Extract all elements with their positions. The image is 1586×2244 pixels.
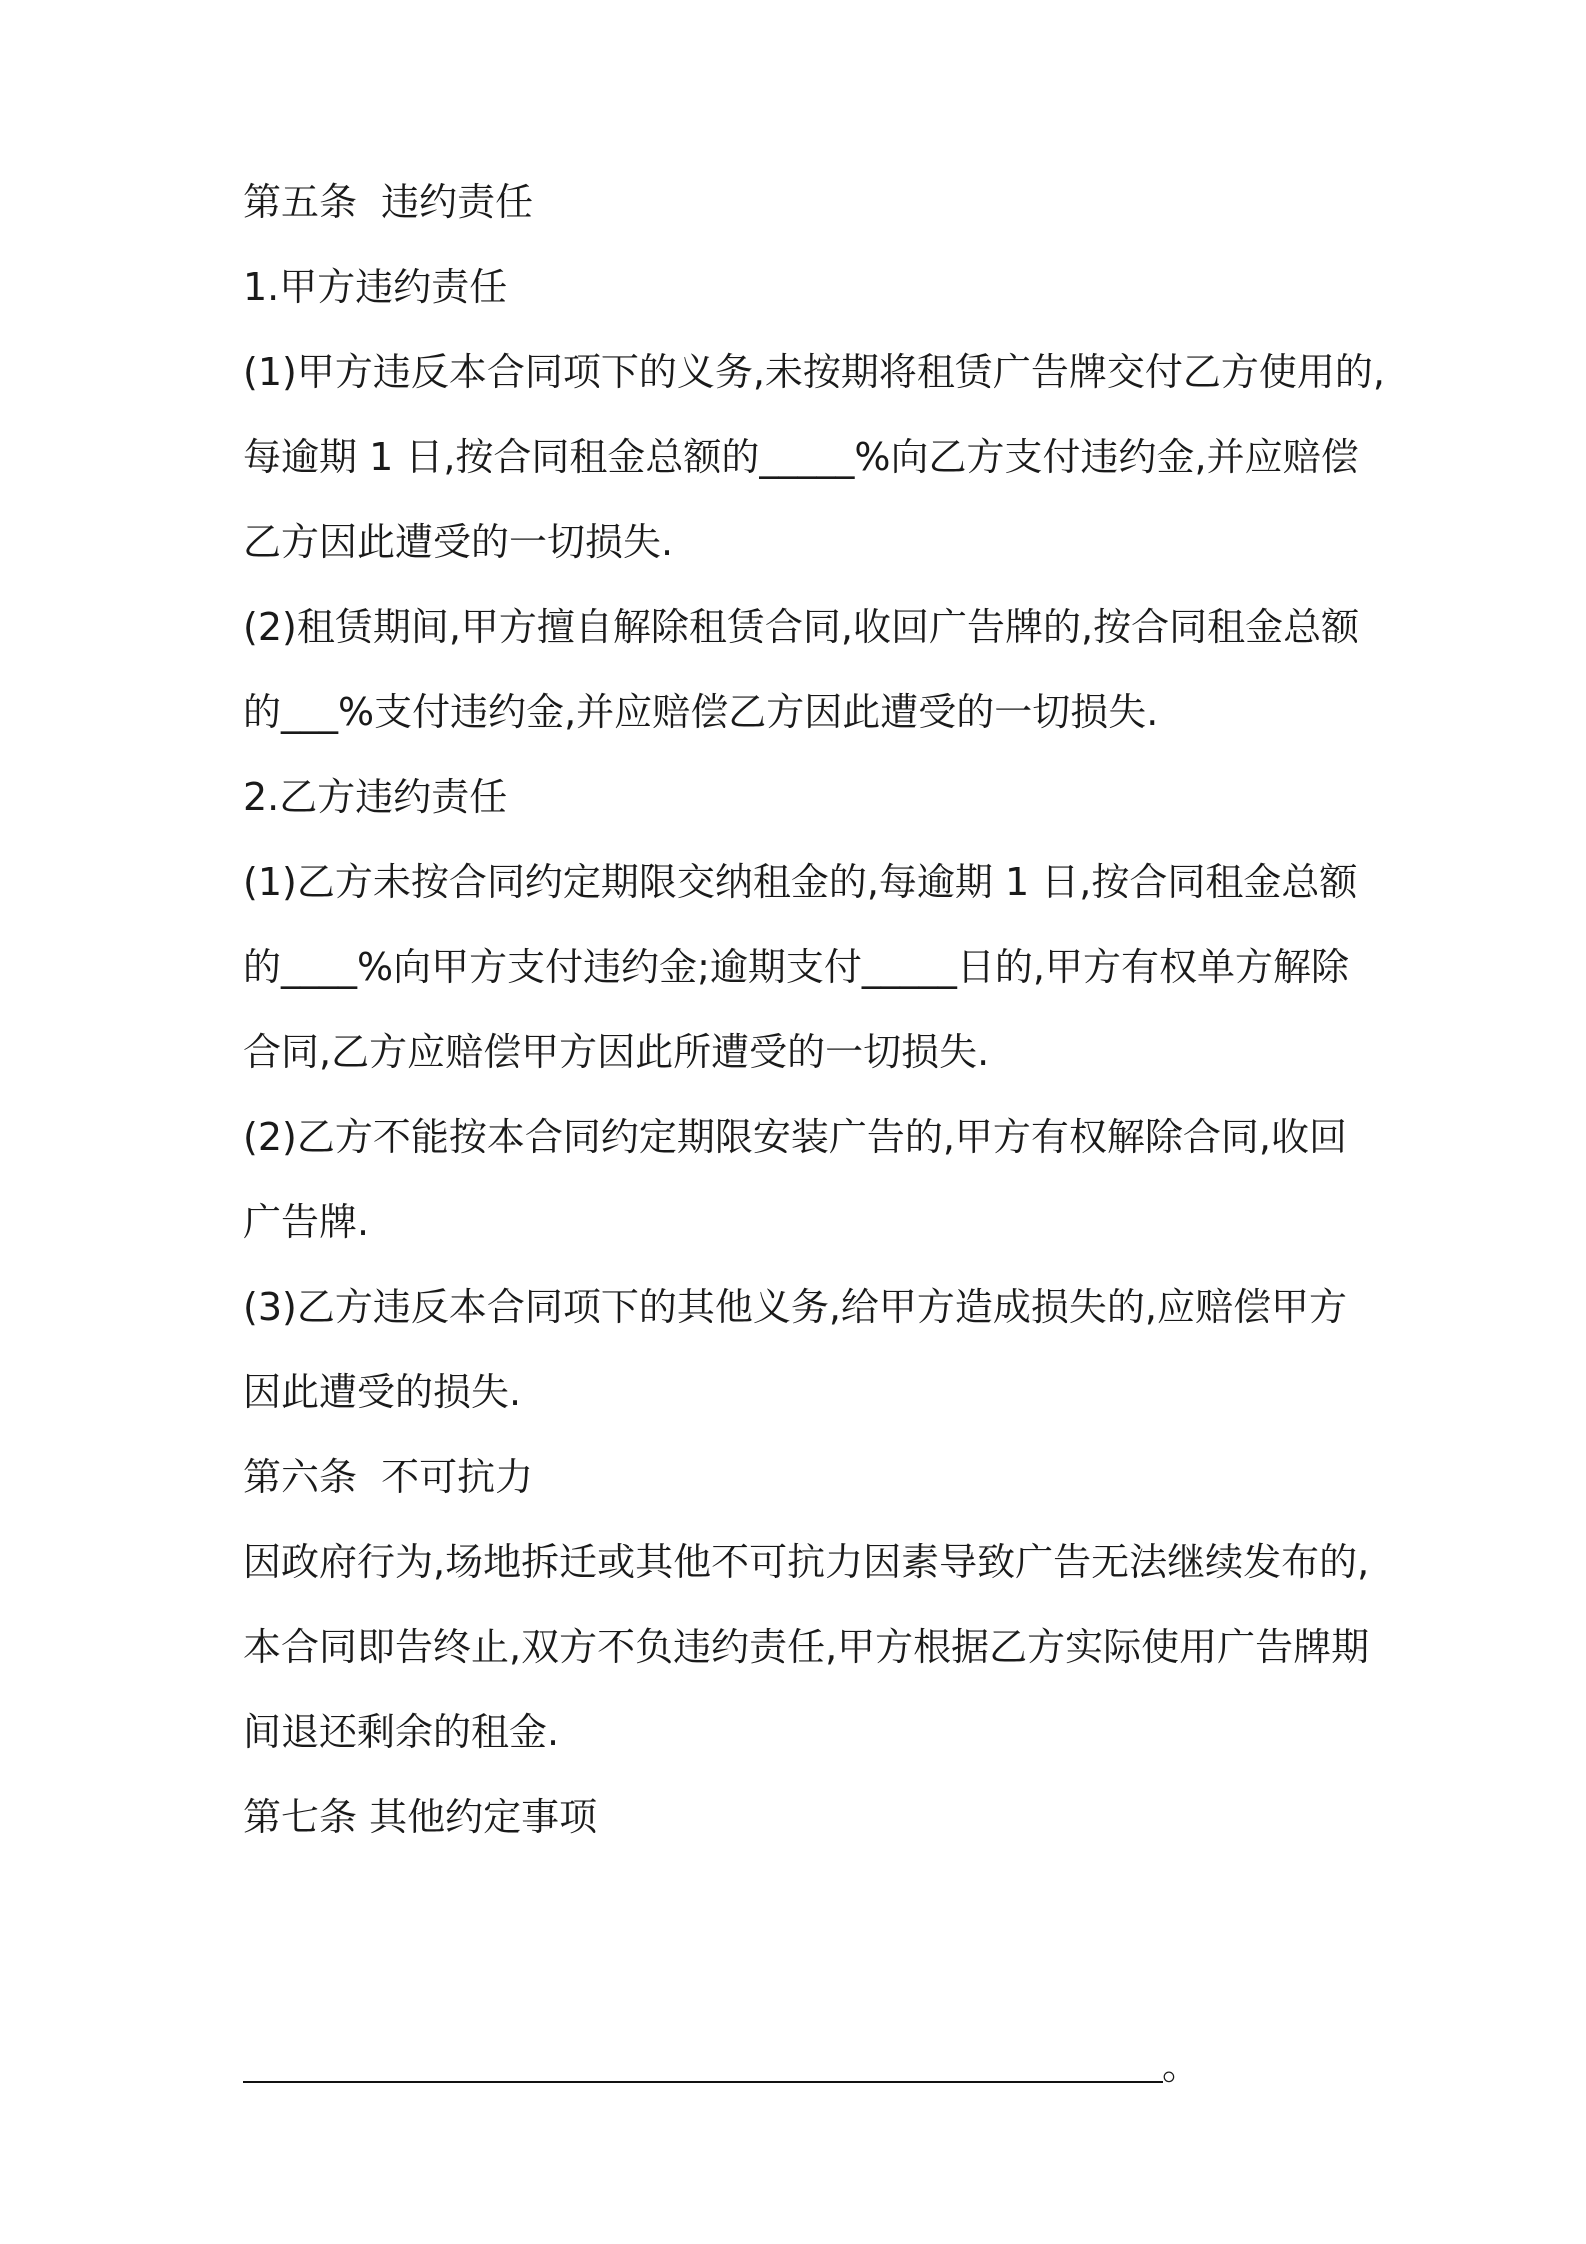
document-body: [243, 160, 1385, 1860]
paragraph-line: (1)乙方未按合同约定期限交纳租金的,每逾期 1 日,按合同租金总额: [243, 860, 1358, 904]
paragraph-line: 的____%向甲方支付违约金;逾期支付_____日的,甲方有权单方解除: [243, 945, 1349, 989]
paragraph-line: 每逾期 1 日,按合同租金总额的_____%向乙方支付违约金,并应赔偿: [243, 435, 1359, 479]
paragraph-line: 因政府行为,场地拆迁或其他不可抗力因素导致广告无法继续发布的,: [243, 1540, 1370, 1584]
subsection-heading-party-b: 2.乙方违约责任: [243, 775, 508, 819]
paragraph-line: 间退还剩余的租金.: [243, 1710, 560, 1754]
paragraph-line: 本合同即告终止,双方不负违约责任,甲方根据乙方实际使用广告牌期: [243, 1625, 1370, 1669]
paragraph-line: (2)租赁期间,甲方擅自解除租赁合同,收回广告牌的,按合同租金总额: [243, 605, 1360, 649]
paragraph-line: 广告牌.: [243, 1200, 370, 1244]
paragraph-line: (2)乙方不能按本合同约定期限安装广告的,甲方有权解除合同,收回: [243, 1115, 1347, 1159]
section-heading-other-matters: 第七条 其他约定事项: [243, 1795, 598, 1839]
section-heading-breach: 第五条 违约责任: [243, 180, 534, 224]
paragraph-line: (3)乙方违反本合同项下的其他义务,给甲方造成损失的,应赔偿甲方: [243, 1285, 1347, 1329]
section-heading-force-majeure: 第六条 不可抗力: [243, 1455, 534, 1499]
subsection-heading-party-a: 1.甲方违约责任: [243, 265, 508, 309]
paragraph-line: 合同,乙方应赔偿甲方因此所遭受的一切损失.: [243, 1030, 990, 1074]
paragraph-line: 乙方因此遭受的一切损失.: [243, 520, 674, 564]
paragraph-line: (1)甲方违反本合同项下的义务,未按期将租赁广告牌交付乙方使用的,: [243, 350, 1385, 394]
paragraph-line: 因此遭受的损失.: [243, 1370, 522, 1414]
fill-in-blank-line: [243, 2081, 1163, 2083]
blank-end-mark: 。: [1162, 2044, 1201, 2088]
paragraph-line: 的___%支付违约金,并应赔偿乙方因此遭受的一切损失.: [243, 690, 1159, 734]
